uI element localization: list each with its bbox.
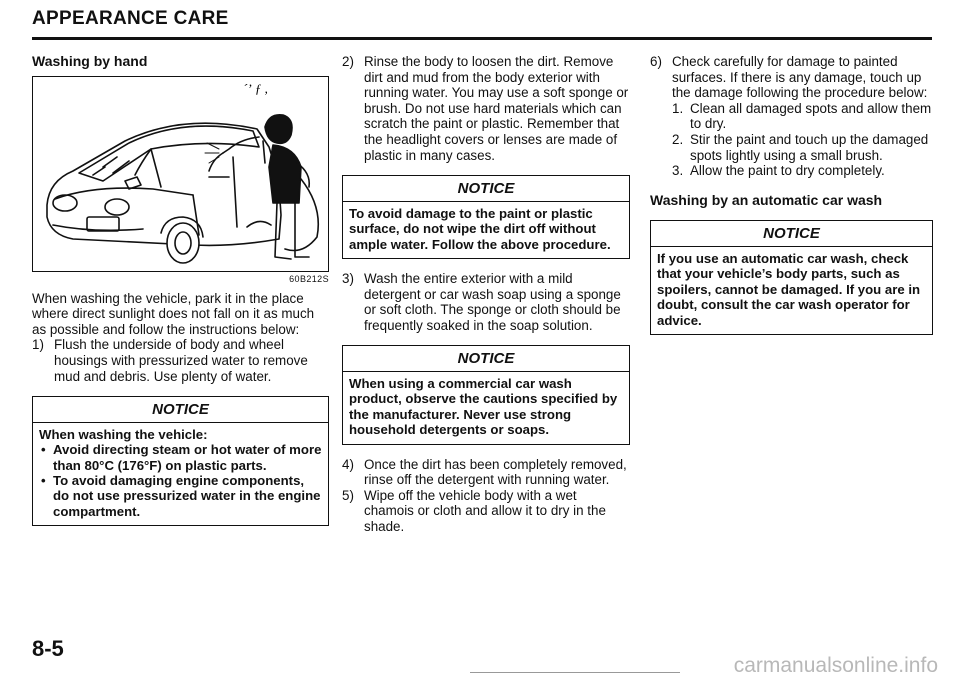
steps-list-4 xyxy=(342,457,630,535)
column-3 xyxy=(650,54,933,347)
substep-number: 1. xyxy=(672,100,684,116)
step-3 xyxy=(342,271,630,333)
step-text: Check carefully for damage to painted surfaces. If there is any damage, touch up the damage following the procedure below: xyxy=(672,54,928,101)
step-number: 5) xyxy=(342,487,354,503)
notice-title: NOTICE xyxy=(33,397,328,423)
notice-box-steam xyxy=(32,396,329,526)
step-6 xyxy=(650,54,933,179)
step-text: Rinse the body to loosen the dirt. Remove dirt and mud from the body exterior with running water. You may use a soft sponge or brush. Do not use hard materials which can scratch the paint or plastic. Remember that the headlight covers or lenses are made of plastic in many cases. xyxy=(364,54,629,163)
notice-bullet: • To avoid damaging engine components, do not use pressurized water in the engine compartment. xyxy=(39,473,322,519)
section-title-hand-wash: Washing by hand xyxy=(32,53,148,69)
substep-text: Clean all damaged spots and allow them to dry. xyxy=(690,100,932,132)
step-number: 6) xyxy=(650,54,662,69)
notice-box-paint xyxy=(342,175,630,259)
notice-bullets xyxy=(39,442,322,519)
notice-body: To avoid damage to the paint or plastic surface, do not wipe the dirt off without ample water. Follow the above procedure. xyxy=(349,205,611,252)
step-1 xyxy=(32,337,329,384)
notice-body xyxy=(33,423,328,525)
intro-paragraph: When washing the vehicle, park it in the place where direct sunlight does not fall on it as much as possible and follow the instructions below: xyxy=(32,290,315,337)
section-title-automatic-wash: Washing by an automatic car wash xyxy=(650,191,883,208)
footer-rule xyxy=(470,672,680,673)
steps-list-6 xyxy=(650,54,933,179)
step-4 xyxy=(342,457,630,488)
step-text: Once the dirt has been completely removed, rinse off the detergent with running water. xyxy=(364,456,627,488)
substep-text: Stir the paint and touch up the damaged spots lightly using a small brush. xyxy=(690,131,929,163)
step-2 xyxy=(342,54,630,163)
steps-list-3 xyxy=(342,271,630,333)
column-1 xyxy=(32,54,329,538)
notice-lead: When washing the vehicle: xyxy=(39,426,208,442)
step-number: 4) xyxy=(342,456,354,472)
step-number: 2) xyxy=(342,54,354,69)
step-number: 3) xyxy=(342,270,354,286)
notice-title: NOTICE xyxy=(343,346,629,372)
header-rule xyxy=(32,37,932,40)
substep-text: Allow the paint to dry completely. xyxy=(690,163,885,179)
notice-body: When using a commercial car wash product, observe the cautions specified by the manufacturer. Never use strong household detergents or soaps. xyxy=(349,375,618,438)
step-text: Flush the underside of body and wheel housings with pressurized water to remove mud and debris. Use plenty of water. xyxy=(54,337,308,384)
substep-number: 2. xyxy=(672,131,684,147)
notice-title: NOTICE xyxy=(343,176,629,202)
step-text: Wipe off the vehicle body with a wet chamois or cloth and allow it to dry in the shade. xyxy=(364,487,606,534)
substep-number: 3. xyxy=(672,163,684,179)
steps-list-1 xyxy=(32,337,329,384)
notice-title: NOTICE xyxy=(651,221,932,247)
step-number: 1) xyxy=(32,337,44,353)
step-5 xyxy=(342,488,630,535)
notice-box-commercial xyxy=(342,345,630,444)
column-2 xyxy=(342,54,630,535)
notice-bullet: • Avoid directing steam or hot water of more than 80°C (176°F) on plastic parts. xyxy=(39,442,322,473)
car-wash-illustration xyxy=(32,76,329,272)
figure-id: 60B212S xyxy=(289,273,329,284)
page-header: APPEARANCE CARE xyxy=(32,8,229,29)
page-number: 8-5 xyxy=(32,636,64,661)
step-text: Wash the entire exterior with a mild detergent or car wash soap using a sponge or soft cloth. The sponge or cloth should be frequently soaked in the soap solution. xyxy=(364,270,621,333)
figure-mark: ´ʼ ƒ , xyxy=(243,80,268,96)
notice-box-automatic xyxy=(650,220,933,335)
footer-watermark: carmanualsonline.info xyxy=(733,654,938,677)
substep xyxy=(672,132,933,163)
notice-body: If you use an automatic car wash, check that your vehicle’s body parts, such as spoilers, cannot be damaged. If you are in doubt, consult the car wash operator for advice. xyxy=(657,250,921,328)
substep xyxy=(672,163,933,179)
substep xyxy=(672,101,933,132)
steps-list-2 xyxy=(342,54,630,163)
touch-up-substeps xyxy=(672,101,933,179)
car-washing-drawing xyxy=(33,77,328,271)
